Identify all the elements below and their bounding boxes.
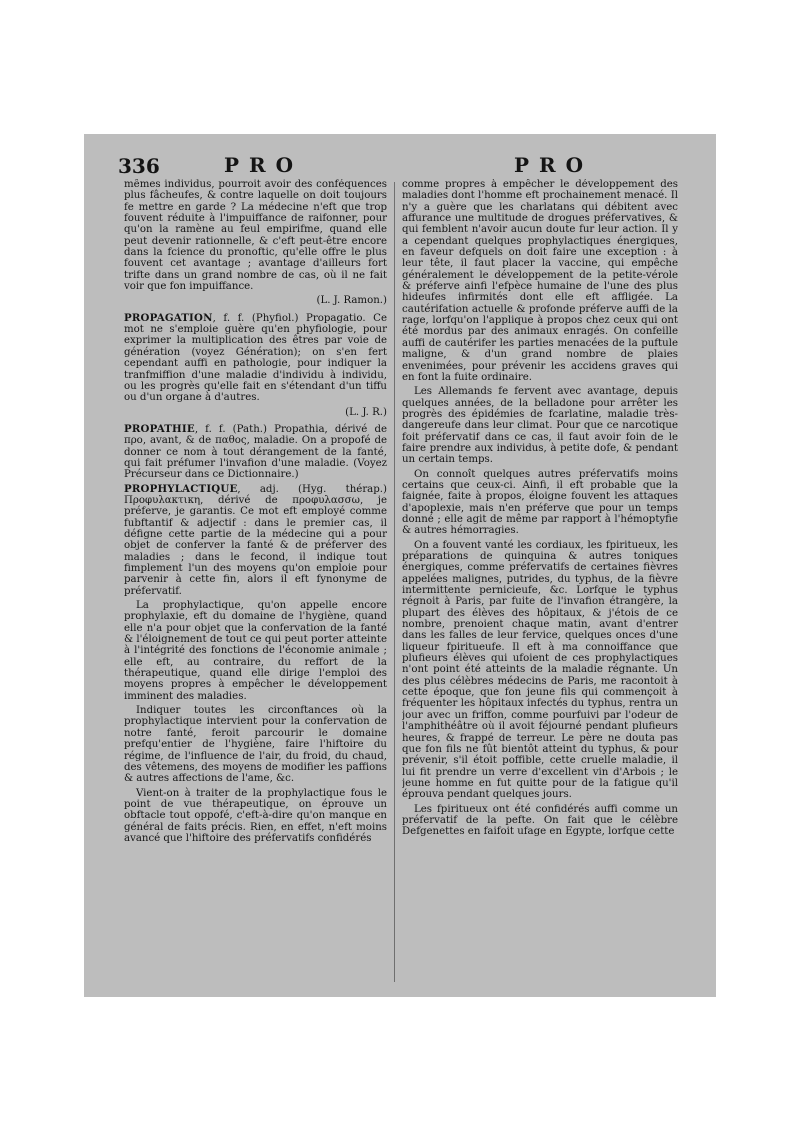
entry-text: comme propres à empêcher le développement des maladies dont l'homme eft prochainement menacé. Il n'y a guère que les charlatans qui débitent avec affurance une multitude de drogues préfervatives, & qui femblent n'avoir aucun doute fur leur action. Il y a cependant quelques prophylactiques énergiques, en faveur defquels on doit faire une exception : à leur tête, il faut placer la vaccine, qui empêche généralement le développement de la petite-vérole & préferve ainfi l'efpèce humaine de l'une des plus hideufes infirmités dont elle eft affligée. La cautérifation actuelle & profonde préferve auffi de la rage, lorfqu'on l'applique à propos chez ceux qui ont été mordus par des animaux enragés. On confeille auffi de cautérifer les parties menacées de la puftule maligne, & d'un grand nombre de plaies envenimées, pour prévenir les accidens graves qui en font la fuite ordinaire. xyxy=(402,179,678,383)
entry-text: , f. f. (Phyfiol.) Propagatio. Ce mot ne s'emploie guère qu'en phyfiologie, pour exprimer la multiplication des êtres par voie de génération (voyez Génération); on s'en fert cependant auffi en pathologie, pour indiquer la tranfmiffion d'une maladie d'individu à individu, ou les progrès qu'elle fait en s'étendant d'un tiffu ou d'un organe à d'autres. xyxy=(124,312,387,404)
paragraph xyxy=(402,540,678,801)
paragraph xyxy=(124,600,387,702)
dictionary-entry xyxy=(124,484,387,597)
left-column xyxy=(124,179,387,987)
entry-text: Vient-on à traiter de la prophylactique fous le point de vue thérapeutique, on éprouve un obftacle tout oppofé, c'eft-à-dire qu'on manque en général de faits précis. Rien, en effet, n'eft moins avancé que l'hiftoire des préfervatifs confidérés xyxy=(124,787,387,844)
entry-text: (L. J. Ramon.) xyxy=(316,295,387,307)
page-number: 336 xyxy=(118,154,160,178)
entry-text: mêmes individus, pourroit avoir des conféquences plus fâcheufes, & contre laquelle on doit toujours fe mettre en garde ? La médecine n'eft que trop fouvent réduite à l'impuiffance de raifonner, pour qu'on la ramène au feul empirifme, quand elle peut devenir rationnelle, & c'eft peut-être encore dans la fcience du pronoftic, qu'elle offre le plus fouvent cet avantage ; avantage d'ailleurs fort trifte dans un grand nombre de cas, où il ne fait voir que fon impuiffance. xyxy=(124,179,387,293)
paragraph xyxy=(402,469,678,537)
signature xyxy=(124,295,387,306)
entry-text: On a fouvent vanté les cordiaux, les fpiritueux, les préparations de quinquina & autres toniques énergiques, comme préfervatifs de certaines fièvres appelées malignes, putrides, du typhus, de la fièvre intermittente pernicieufe, &c. Lorfque le typhus régnoit à Paris, par fuite de l'invafion étrangère, la plupart des élèves des hôpitaux, & j'étois de ce nombre, prenoient chaque matin, avant d'entrer dans les falles de leur fervice, quelques onces d'une liqueur fpiritueufe. Il eft à ma connoiffance que plufieurs élèves qui ufoient de ces prophylactiques n'ont point été atteints de la maladie régnante. Un des plus célèbres médecins de Paris, me racontoit à cette époque, que fon jeune fils qui commençoit à fréquenter les hôpitaux infectés du typhus, rentra un jour avec un friffon, comme pourfuivi par l'odeur de l'amphithéâtre où il avoit féjourné pendant plufieurs heures, & frappé de terreur. Le père ne douta pas que fon fils ne fût bientôt atteint du typhus, & pour prévenir, s'il étoit poffible, cette cruelle maladie, il lui fit prendre un verre d'excellent vin d'Arbois ; le jeune homme en fut quitte pour de la fatigue qu'il éprouva pendant quelques jours. xyxy=(402,539,678,801)
column-divider xyxy=(394,182,395,982)
entry-headword: PROPHYLACTIQUE xyxy=(124,482,238,495)
running-head-left: PRO xyxy=(224,153,304,177)
paragraph xyxy=(124,788,387,845)
entry-text: La prophylactique, qu'on appelle encore prophylaxie, eft du domaine de l'hygiène, quand elle n'a pour objet que la confervation de la fanté & l'éloignement de tout ce qui peut porter atteinte à l'intégrité des fonctions de l'économie animale ; elle eft, au contraire, du reffort de la thérapeutique, quand elle dirige l'emploi des moyens propres à empêcher le développement imminent des maladies. xyxy=(124,600,387,702)
dictionary-entry xyxy=(124,313,387,404)
entry-text: Les fpiritueux ont été confidérés auffi comme un préfervatif de la pefte. On fait que le célèbre Defgenettes en faifoit ufage en Egypte, lorfque cette xyxy=(402,803,678,838)
dictionary-entry xyxy=(124,424,387,481)
paragraph xyxy=(124,705,387,784)
entry-text: Les Allemands fe fervent avec avantage, depuis quelques années, de la belladone pour arrêter les progrès des épidémies de fcarlatine, maladie très-dangereufe dans leur climat. Pour que ce narcotique foit préfervatif dans ce cas, il faut avoir foin de le faire prendre aux individus, à petite dofe, & pendant un certain temps. xyxy=(402,386,678,466)
paragraph xyxy=(402,804,678,838)
entry-text: On connoît quelques autres préfervatifs moins certains que ceux-ci. Ainfi, il eft probable que la faignée, faite à propos, éloigne fouvent les attaques d'apoplexie, mais n'en préferve que pour un temps donné ; elle agit de même par rapport à l'hémoptyfie & autres hémorragies. xyxy=(402,468,678,537)
paragraph xyxy=(402,179,678,383)
entry-text: , adj. (Hyg. thérap.) Προφυλακτικη, dérivé de προφυλασσω, je préferve, je garantis. Ce mot eft employé comme fubftantif & adjectif : dans le premier cas, il défigne cette partie de la médecine qui a pour objet de conferver la fanté & de préferver des maladies ; dans le fecond, il indique tout fimplement l'un des moyens qu'on emploie pour parvenir à cette fin, alors il eft fynonyme de préfervatif. xyxy=(124,483,387,597)
entry-headword: PROPAGATION xyxy=(124,311,213,324)
entry-text: Indiquer toutes les circonftances où la prophylactique intervient pour la confervation de notre fanté, feroit parcourir le domaine prefqu'entier de l'hygiène, faire l'hiftoire du régime, de l'influence de l'air, du froid, du chaud, des vêtemens, des moyens de modifier les paffions & autres affections de l'ame, &c. xyxy=(124,705,387,785)
paragraph xyxy=(402,386,678,465)
right-column xyxy=(402,179,678,987)
signature xyxy=(124,407,387,418)
entry-text: , f. f. (Path.) Propathia, dérivé de προ, avant, & de παθος, maladie. On a propofé de donner ce nom à tout dérangement de la fanté, qui fait préfumer l'invafion d'une maladie. (Voyez Précurseur dans ce Dictionnaire.) xyxy=(124,423,387,481)
entry-headword: PROPATHIE xyxy=(124,422,195,435)
paragraph xyxy=(124,179,387,292)
book-page xyxy=(84,134,716,997)
running-head-right: PRO xyxy=(514,153,594,177)
entry-text: (L. J. R.) xyxy=(345,406,387,418)
